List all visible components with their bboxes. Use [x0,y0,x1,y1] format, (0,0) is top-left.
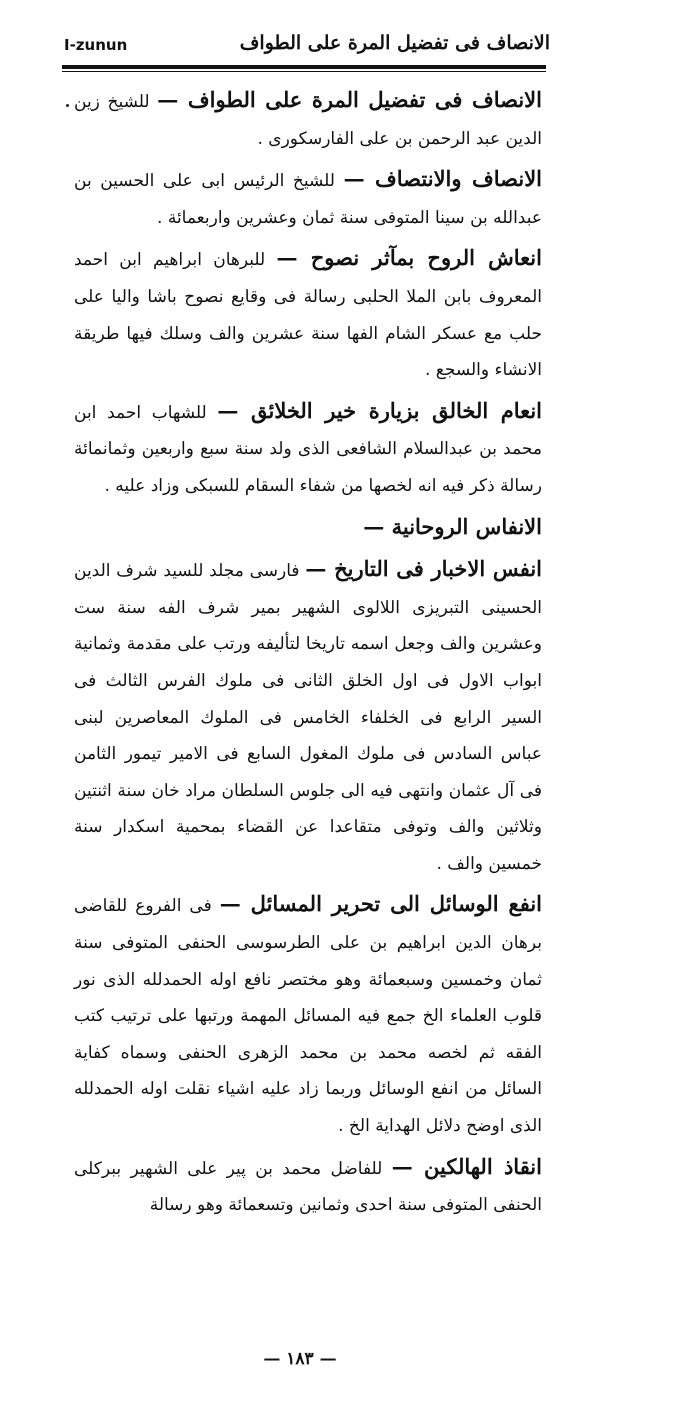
entry-text: فى الفروع للقاضى برهان الدين ابراهيم بن على الطرسوسى الحنفى المتوفى سنة ثمان وخمسين وسبعمائة وهو مختصر نافع اوله الحمدلله الذى نور قلوب العلماء الخ جمع فيه المسائل المهمة ورتبها على ترتيب كتب الفقه ثم لخصه محمد بن محمد الزهرى الحنفى وسماه كفاية السائل من انفع الوسائل وربما زاد عليه اشياء نقلت اوله الحمدلله الذى اوضح دلائل الهداية الخ . [74,896,542,1137]
entry [74,509,542,548]
header-section-label: I-zunun [64,36,128,54]
header-rule-thin [62,71,546,72]
header-running-title: الانصاف فى تفضيل المرة على الطواف [239,32,550,54]
entry [74,1149,542,1224]
entry-text: للشيخ الرئيس ابى على الحسين بن عبدالله بن سينا المتوفى سنة ثمان وعشرين واربعمائة . [74,171,542,228]
entry-title: انعاش الروح بمآثر نصوح — [276,245,542,271]
entry [74,240,542,388]
entries-column [74,82,542,1224]
entry-title: انقاذ الهالكين — [391,1153,542,1179]
entry-title: الانفاس الروحانية — [363,513,542,539]
entry-title: الانصاف والانتصاف — [343,166,543,192]
page-number: — ١٨٣ — [263,1349,337,1369]
entry-title: انفس الاخبار فى التاريخ — [305,556,542,582]
entry [74,393,542,505]
entry [74,161,542,236]
entry [74,886,542,1144]
header-rule-thick [62,65,546,69]
page-header [64,30,550,64]
entry-text: للبرهان ابراهيم ابن احمد المعروف بابن الملا الحلبى رسالة فى وقايع نصوح باشا واليا على حلب مع عسكر الشام الفها سنة عشرين والف وسلك فيها طريقة الانشاء والسجع . [74,250,542,381]
entry-title: الانصاف فى تفضيل المرة على الطواف — [157,87,542,112]
entry-text: للفاضل محمد بن پير على الشهير ببركلى الحنفى المتوفى سنة احدى وثمانين وتسعمائة وهو رسالة [74,1158,542,1216]
entry [74,551,542,882]
margin-mark [66,104,69,107]
entry-text: للشيخ زين الدين عبد الرحمن بن على الفارسكورى . [74,92,542,149]
entry [74,82,542,157]
entry-title: انفع الوسائل الى تحرير المسائل — [219,891,543,917]
entry-text: للشهاب احمد ابن محمد بن عبدالسلام الشافعى الذى ولد سنة سبع واربعين وثمانمائة رسالة ذكر فيه انه لخصها من شفاء السقام للسبكى وزاد عليه . [74,402,542,496]
entry-title: انعام الخالق بزيارة خير الخلائق — [217,397,542,423]
entry-text: فارسى مجلد للسيد شرف الدين الحسينى التبريزى اللالوى الشهير بمير شرف الفه سنة ست وعشرين والف وجعل اسمه تاريخا لتأليفه ورتب على مقدمة وثمانية ابواب الاول فى اول الخلق الثانى فى ملوك الفرس الثالث فى السير الرابع فى الخلفاء الخامس فى الملوك المعاصرين لبنى عباس السادس فى ملوك المغول السابع فى الامير تيمور الثامن فى آل عثمان وانتهى فيه الى جلوس السلطان مراد خان سنة اثنتين وثلاثين والف وتوفى متقاعدا عن القضاء بمحمية اسكدار سنة خمسين والف . [74,561,542,874]
